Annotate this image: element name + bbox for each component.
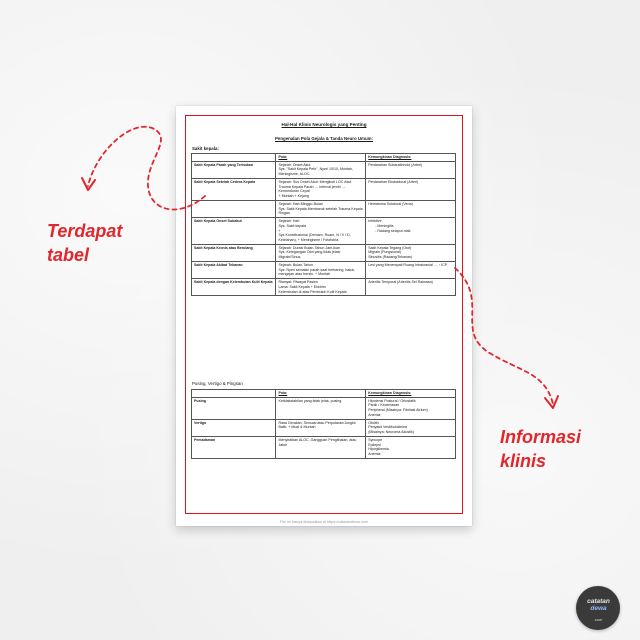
table-row	[192, 200, 456, 217]
pattern-cell	[276, 436, 366, 458]
cell-line: Ketidakstabilan yang tidak jelas, pusing.	[278, 398, 343, 403]
cell-line: Otolith	[368, 420, 379, 425]
cell-line: Panik / Kecemasan	[368, 403, 400, 408]
table-row	[192, 436, 456, 458]
cell-line: Sejarah: Hari	[278, 219, 300, 224]
table-header-cell	[192, 154, 276, 162]
table-row	[192, 397, 456, 419]
cell-line: Arteritis Temporal (Arteritis Sel Raksasa)	[368, 280, 433, 285]
diagnosis-cell	[366, 161, 456, 178]
cell-line: Sakit Kepala Tegang (Otot)	[368, 245, 412, 250]
cell-line: Sys: Sakit Kepala Membaruk setelah Trauma Kepala Ringan.	[278, 206, 363, 216]
cell-line: Hematoma Subdural (Vena)	[368, 201, 413, 206]
diagnosis-cell	[366, 178, 456, 200]
document-footer: File ini hanya didapatkan di https://catatandewa.com	[279, 520, 369, 524]
diagnosis-cell	[366, 279, 456, 296]
dizziness-table	[191, 389, 456, 459]
diagnosis-cell	[366, 419, 456, 436]
diagnosis-cell	[366, 261, 456, 278]
table-header-row	[192, 390, 456, 398]
row-name-cell: Vertigo	[192, 419, 276, 436]
table-row	[192, 279, 456, 296]
table-header-cell: Kemungkinan Diagnosis:	[366, 390, 456, 398]
headache-table	[191, 153, 456, 296]
table-header-cell: Pola:	[276, 154, 366, 162]
cell-line: Anemia	[368, 412, 381, 417]
cell-line: Migrain (Fungsional)	[368, 250, 401, 255]
row-name-cell: Pusing	[192, 397, 276, 419]
diagnosis-cell	[366, 218, 456, 245]
row-name-cell: Sakit Kepala Setelah Cedera Kepala	[192, 178, 276, 200]
cell-line: Hipotensi Postural / Ortostatik	[368, 398, 416, 403]
cell-line: Sys Konstitusional (Demam, Ruam, N / V / D, Kelelahan), + Meningisme / Fotofobia.	[278, 233, 351, 243]
table-row	[192, 218, 456, 245]
pattern-cell	[276, 397, 366, 419]
cell-line: Sys: Sakit kepala	[278, 223, 307, 228]
pattern-cell	[276, 218, 366, 245]
cell-line: Sys: Ketegangan Otot yang tidak jelas/	[278, 250, 341, 255]
table-row	[192, 178, 456, 200]
logo-domain: .com	[593, 617, 603, 622]
row-name-cell: Sakit Kepala Akibat Tekanan	[192, 261, 276, 278]
cell-line: Sejarah: Onset Akut	[278, 162, 311, 167]
cell-line: Infektive	[368, 219, 382, 224]
cell-line: Sejarah: Durasi Bulan-Tahun Jam-ikan	[278, 245, 340, 250]
cell-line: - Radang selaput otak.	[375, 228, 412, 233]
annotation-table-label	[47, 219, 147, 267]
red-border-frame	[185, 115, 463, 514]
pattern-cell	[276, 419, 366, 436]
diagnosis-cell	[366, 397, 456, 419]
cell-line: Syncope	[368, 437, 383, 442]
cell-line: Trauma Kepala Parah → Interval jernih → Kemunduran Cepat	[278, 184, 346, 194]
table-header-cell	[192, 390, 276, 398]
cell-line: Sinusitis (Radang/Tekanan)	[368, 255, 413, 260]
cell-line: Sejarah: Hari-Minggu-Bulan	[278, 201, 323, 206]
pattern-cell	[276, 178, 366, 200]
cell-line: - Meningitis	[375, 223, 394, 228]
cell-line: Perdarahan Ekstradural (Arteri)	[368, 179, 419, 184]
cell-line: +	[278, 228, 281, 233]
cell-line: Migrain/Sinus.	[278, 255, 302, 260]
row-name-cell: Pemadaman	[192, 436, 276, 458]
pattern-cell	[276, 200, 366, 217]
cell-line: Sys: "Sakit Kepala Petir", Nyeri 10/10, Muntah, Meningisme, ALOC.	[278, 167, 353, 177]
table-row	[192, 244, 456, 261]
cell-line: Sejarah: Bulan-Tahun	[278, 262, 314, 267]
pattern-cell	[276, 244, 366, 261]
cell-line: Lama: Sakit Kepala + Ekstrim	[278, 284, 326, 289]
annotation-right-text: Informasi klinis	[500, 427, 582, 471]
logo-line2: dewa	[590, 604, 607, 612]
document-title: Hal-Hal Klinis Neurologis yang Penting	[281, 122, 367, 127]
annotation-left-text: Terdapat tabel	[47, 221, 123, 265]
cell-line: Sys: Nyeri semakin parah saat berbaring, batuk, mengejan atau bersin. + Muntah	[278, 267, 356, 277]
row-name-cell	[192, 200, 276, 217]
document-subtitle: Pengenalan Pola Gejala & Tanda Neuro Umum:	[275, 136, 373, 141]
cell-line: Kelembutan di atas Pembuluh Kulit Kepala	[278, 289, 347, 294]
table-row	[192, 419, 456, 436]
cell-line: Anemia	[368, 452, 381, 457]
row-name-cell: Sakit Kepala Onset Subakut	[192, 218, 276, 245]
table-row	[192, 161, 456, 178]
pattern-cell	[276, 279, 366, 296]
cell-line: Rasa Gerakan, Sensasi atau Perputaran/Jungkir Balik. + Mual & Muntah	[278, 420, 356, 430]
cell-line: Riwayat: Riwayat Pasien	[278, 280, 319, 285]
table-header-cell: Pola:	[276, 390, 366, 398]
cell-line: Perdarahan Subarakhnoid (Arteri)	[368, 162, 423, 167]
cell-line: Epilepsi	[368, 442, 381, 447]
cell-line: + Muntah + Kejang	[278, 194, 309, 199]
row-name-cell: Sakit Kepala Parah yang Terisolasi	[192, 161, 276, 178]
cell-line: Peripheral (Misalnya: Fibrilasi Atrium)	[368, 408, 428, 413]
logo-line1: catatan	[587, 598, 610, 605]
diagnosis-cell	[366, 200, 456, 217]
cell-line: Penyakit Vestibulokleiea	[368, 425, 407, 430]
table-row	[192, 261, 456, 278]
annotation-clinical-label	[500, 425, 630, 473]
section-headache-label: Sakit kepala:	[192, 146, 219, 151]
logo-text	[579, 599, 618, 612]
pattern-cell	[276, 161, 366, 178]
table-header-row	[192, 154, 456, 162]
row-name-cell: Sakit Kepala dengan Kelembutan Kulit Kepala	[192, 279, 276, 296]
section-dizziness-label: Pusing, Vertigo & Pingsan	[192, 381, 243, 386]
document-page	[176, 106, 472, 526]
cell-line: Sejarah: Sus Onset Akut: Mengikuti LOC Akut	[278, 179, 352, 184]
cell-line: Hipoglikemia	[368, 447, 389, 452]
pattern-cell	[276, 261, 366, 278]
row-name-cell: Sakit Kepala Kronis atau Berulang	[192, 244, 276, 261]
diagnosis-cell	[366, 244, 456, 261]
table-header-cell: Kemungkinan Diagnosis:	[366, 154, 456, 162]
cell-line: (Misalnya: Neuroma Akustik)	[368, 430, 414, 435]
diagnosis-cell	[366, 436, 456, 458]
cell-line: Menyiratkan ALOC, Gangguan Penglihatan, atau Jatuh	[278, 437, 357, 447]
brand-logo	[576, 586, 620, 630]
cell-line: Lesi yang Menempati Ruang Intrakranial → ↑ ICP	[368, 262, 448, 267]
